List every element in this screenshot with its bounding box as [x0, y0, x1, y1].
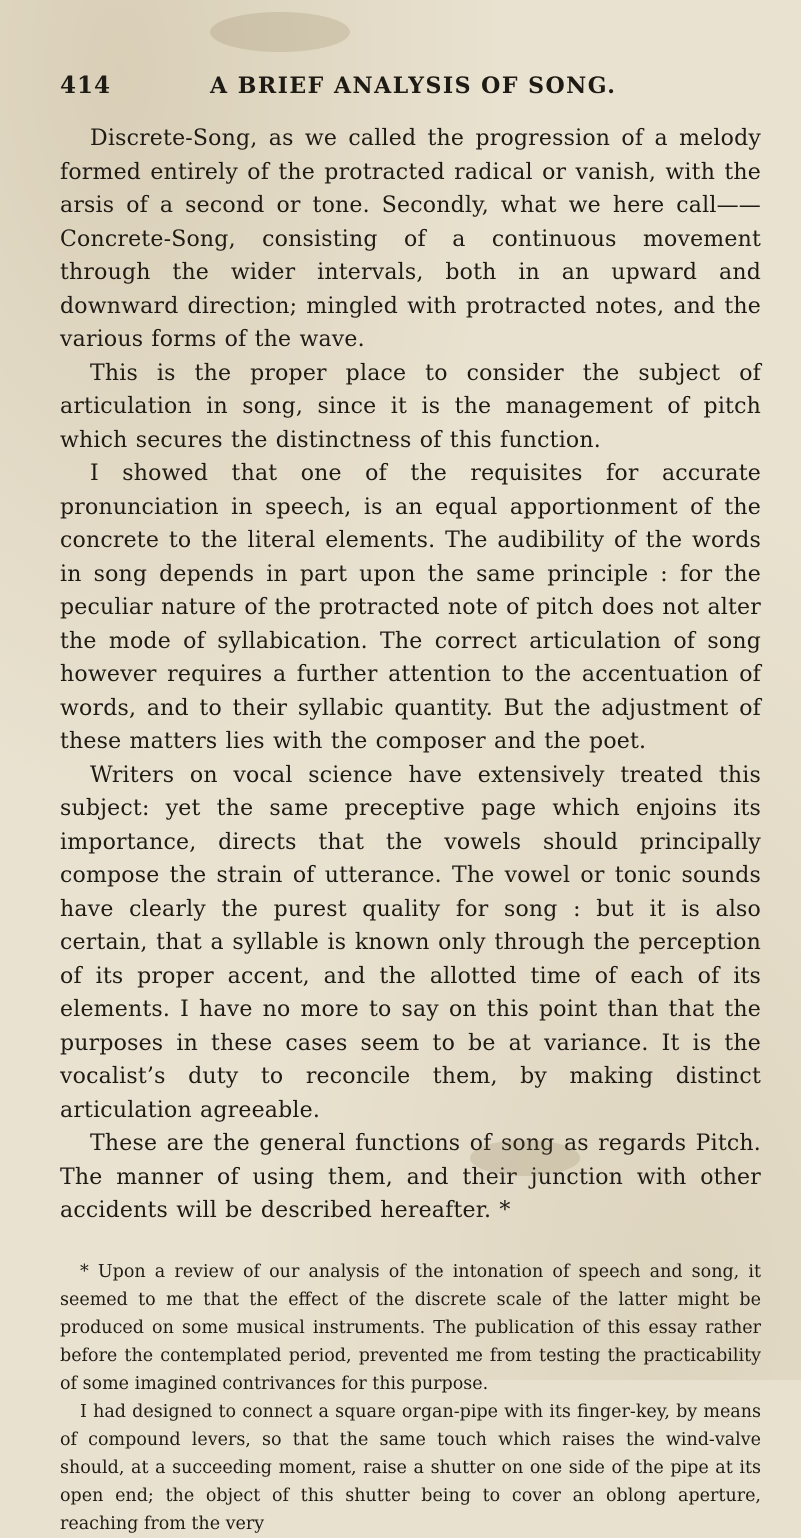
footnote-paragraph: * Upon a review of our analysis of the intonation of speech and song, it seemed to me that the effect of the discrete scale of the latter might be produced on some musical instruments. The publication of this essay rather before the contemplated period, prevented me from testing the practicability of some imagined contrivances for this purpose.	[60, 1261, 761, 1394]
running-title: A BRIEF ANALYSIS OF SONG.	[210, 73, 617, 99]
running-head	[60, 72, 761, 112]
paragraph: I showed that one of the requisites for accurate pronunciation in speech, is an equal apportionment of the concrete to the literal elements. The audibility of the words in song depends in part upon the same principle : for the peculiar nature of the protracted note of pitch does not alter the mode of syllabication. The correct articulation of song however requires a further attention to the accentuation of words, and to their syllabic quantity. But the adjustment of these matters lies with the composer and the poet.	[60, 461, 761, 754]
footnotes	[60, 1258, 761, 1538]
footnote-paragraph: I had designed to connect a square organ-pipe with its finger-key, by means of compound levers, so that the same touch which raises the wind-valve should, at a succeeding moment, raise a shutter on one side of the pipe at its open end; the object of this shutter being to cover an oblong aperture, reaching from the very	[60, 1401, 761, 1534]
body-text	[60, 122, 761, 1228]
page-number: 414	[60, 72, 112, 99]
paragraph: This is the proper place to consider the subject of articulation in song, since it is the management of pitch which secures the distinctness of this function.	[60, 360, 761, 453]
paragraph: Writers on vocal science have extensively treated this subject: yet the same preceptive page which enjoins its importance, directs that the vowels should principally compose the strain of utterance. The vowel or tonic sounds have clearly the purest quality for song : but it is also certain, that a syllable is known only through the perception of its proper accent, and the allotted time of each of its elements. I have no more to say on this point than that the purposes in these cases seem to be at variance. It is the vocalist’s duty to reconcile them, by making distinct articulation agreeable.	[60, 762, 761, 1123]
paragraph: Discrete-Song, as we called the progression of a melody formed entirely of the protracted radical or vanish, with the arsis of a second or tone. Secondly, what we here call—— Concrete-Song, consisting of a continuous movement through the wider intervals, both in an upward and downward direction; mingled with protracted notes, and the various forms of the wave.	[60, 126, 761, 352]
paper-stain	[210, 12, 350, 52]
paragraph: These are the general functions of song as regards Pitch. The manner of using them, and their junction with other accidents will be described hereafter. *	[60, 1131, 761, 1223]
